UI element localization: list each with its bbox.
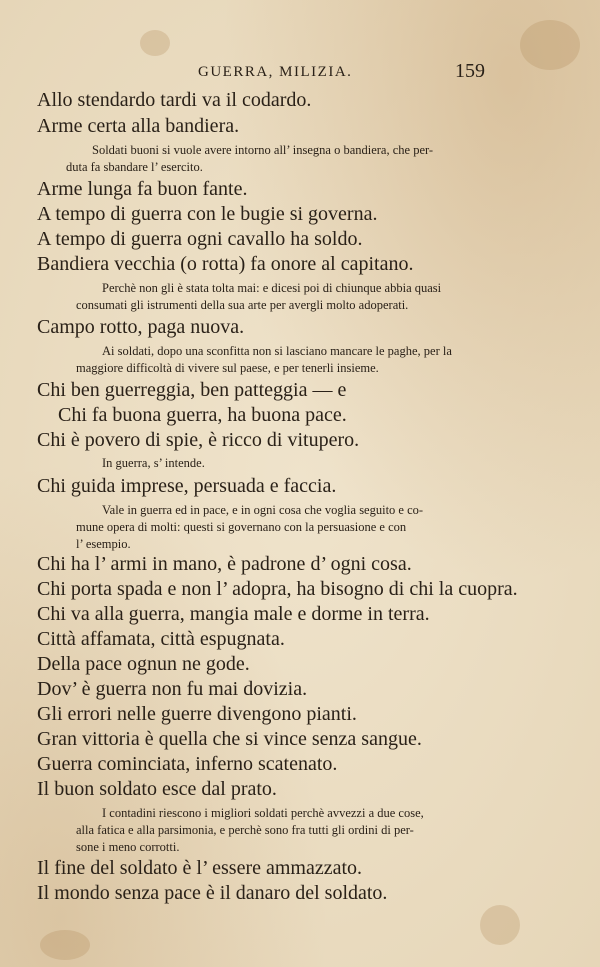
gloss: duta fa sbandare l’ esercito. (66, 160, 203, 174)
gloss: maggiore difficoltà di vivere sul paese, e per tenerli insieme. (76, 361, 379, 375)
gloss: Perchè non gli è stata tolta mai: e dicesi poi di chiunque abbia quasi (102, 281, 442, 295)
proverb: Chi ha l’ armi in mano, è padrone d’ ogni cosa. (37, 553, 412, 575)
proverb: Gli errori nelle guerre divengono pianti. (37, 703, 357, 725)
proverb: Chi guida imprese, persuada e faccia. (37, 475, 337, 497)
proverb: Chi fa buona guerra, ha buona pace. (58, 404, 347, 426)
gloss: alla fatica e alla parsimonia, e perchè sono fra tutti gli ordini di per- (76, 823, 414, 837)
foxing-stain (40, 930, 90, 960)
gloss: consumati gli istrumenti della sua arte per avergli molto adoperati. (76, 298, 409, 312)
page-header (0, 60, 600, 84)
proverb: Chi è povero di spie, è ricco di vitupero. (37, 429, 360, 451)
proverb: Bandiera vecchia (o rotta) fa onore al capitano. (37, 253, 414, 275)
gloss: I contadini riescono i migliori soldati perchè avvezzi a due cose, (102, 806, 424, 820)
gloss: Ai soldati, dopo una sconfitta non si lasciano mancare le paghe, per la (102, 344, 452, 358)
proverb: Chi ben guerreggia, ben patteggia — e (37, 379, 347, 401)
proverb: Guerra cominciata, inferno scatenato. (37, 753, 338, 775)
proverb: Città affamata, città espugnata. (37, 628, 285, 650)
proverb: Chi porta spada e non l’ adopra, ha bisogno di chi la cuopra. (37, 578, 518, 600)
proverb: Campo rotto, paga nuova. (37, 316, 245, 338)
foxing-stain (140, 30, 170, 56)
proverb: A tempo di guerra ogni cavallo ha soldo. (37, 228, 363, 250)
proverb: Dov’ è guerra non fu mai dovizia. (37, 678, 308, 700)
gloss: mune opera di molti: questi si governano con la persuasione e con (76, 520, 407, 534)
gloss: In guerra, s’ intende. (102, 456, 205, 470)
proverb: Chi va alla guerra, mangia male e dorme in terra. (37, 603, 430, 625)
proverb: Gran vittoria è quella che si vince senza sangue. (37, 728, 422, 750)
gloss: l’ esempio. (76, 537, 131, 551)
proverb: Della pace ognun ne gode. (37, 653, 250, 675)
proverb: Arme certa alla bandiera. (37, 115, 240, 137)
proverb: Il buon soldato esce dal prato. (37, 778, 277, 800)
proverb: A tempo di guerra con le bugie si governa. (37, 203, 378, 225)
page-number: 159 (455, 60, 485, 82)
gloss: sone i meno corrotti. (76, 840, 180, 854)
gloss: Vale in guerra ed in pace, e in ogni cosa che voglia seguito e co- (102, 503, 424, 517)
proverb: Allo stendardo tardi va il codardo. (37, 89, 312, 111)
foxing-stain (480, 905, 520, 945)
proverb: Il mondo senza pace è il danaro del soldato. (37, 882, 388, 904)
running-head: GUERRA, MILIZIA. (198, 64, 353, 80)
proverb: Arme lunga fa buon fante. (37, 178, 248, 200)
proverb: Il fine del soldato è l’ essere ammazzato. (37, 857, 363, 879)
gloss: Soldati buoni si vuole avere intorno all’ insegna o bandiera, che per- (92, 143, 434, 157)
